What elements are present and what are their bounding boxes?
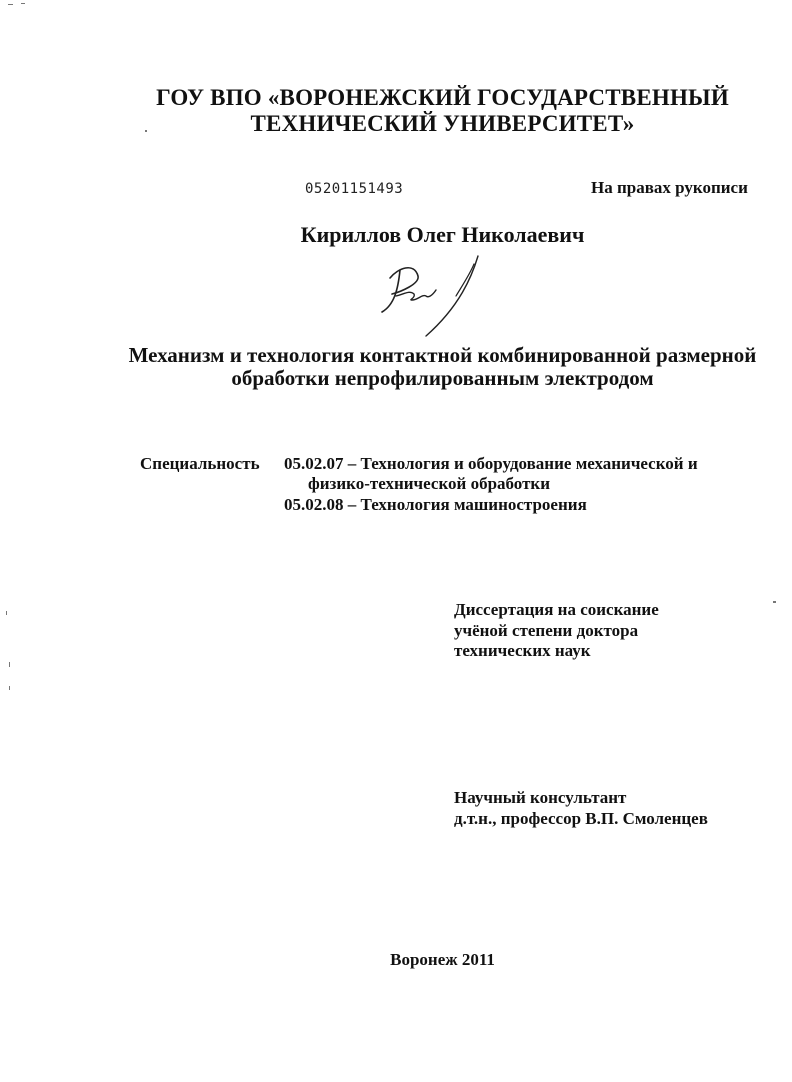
consultant-line2: д.т.н., профессор В.П. Смоленцев: [454, 809, 708, 828]
document-code: 05201151493: [305, 181, 404, 197]
scan-speck: [145, 130, 147, 132]
dissertation-title-line1: Механизм и технология контактной комбинированной размерной: [128, 343, 757, 367]
manuscript-rights-note: На правах рукописи: [591, 178, 748, 197]
dissertation-title-line2: обработки непрофилированным электродом: [231, 366, 654, 390]
scan-speck: [9, 662, 10, 667]
dissertation-line2: учёной степени доктора: [454, 620, 639, 640]
scan-speck: [21, 3, 25, 4]
specialty-item1-line2: физико-технической обработки: [308, 474, 551, 493]
city-year: Воронеж 2011: [390, 950, 495, 969]
dissertation-line3: технических наук: [454, 641, 591, 660]
scan-speck: [6, 611, 7, 615]
university-name-line1: ГОУ ВПО «ВОРОНЕЖСКИЙ ГОСУДАРСТВЕННЫЙ: [156, 85, 729, 110]
dissertation-degree-block: [454, 600, 659, 662]
consultant-line1: Научный консультант: [454, 788, 627, 807]
scan-speck: [9, 686, 10, 690]
specialty-label: Специальность: [140, 454, 260, 473]
specialty-item2: 05.02.08 – Технология машиностроения: [284, 495, 587, 514]
consultant-block: [454, 787, 708, 829]
author-name: Кириллов Олег Николаевич: [300, 222, 585, 247]
specialty-item1-line1: 05.02.07 – Технология и оборудование механической и: [284, 454, 698, 473]
scan-speck: [773, 601, 776, 603]
author-signature: [370, 250, 490, 340]
scan-speck: [8, 4, 13, 5]
dissertation-line1: Диссертация на соискание: [454, 600, 659, 619]
university-name-line2: ТЕХНИЧЕСКИЙ УНИВЕРСИТЕТ»: [250, 111, 635, 136]
